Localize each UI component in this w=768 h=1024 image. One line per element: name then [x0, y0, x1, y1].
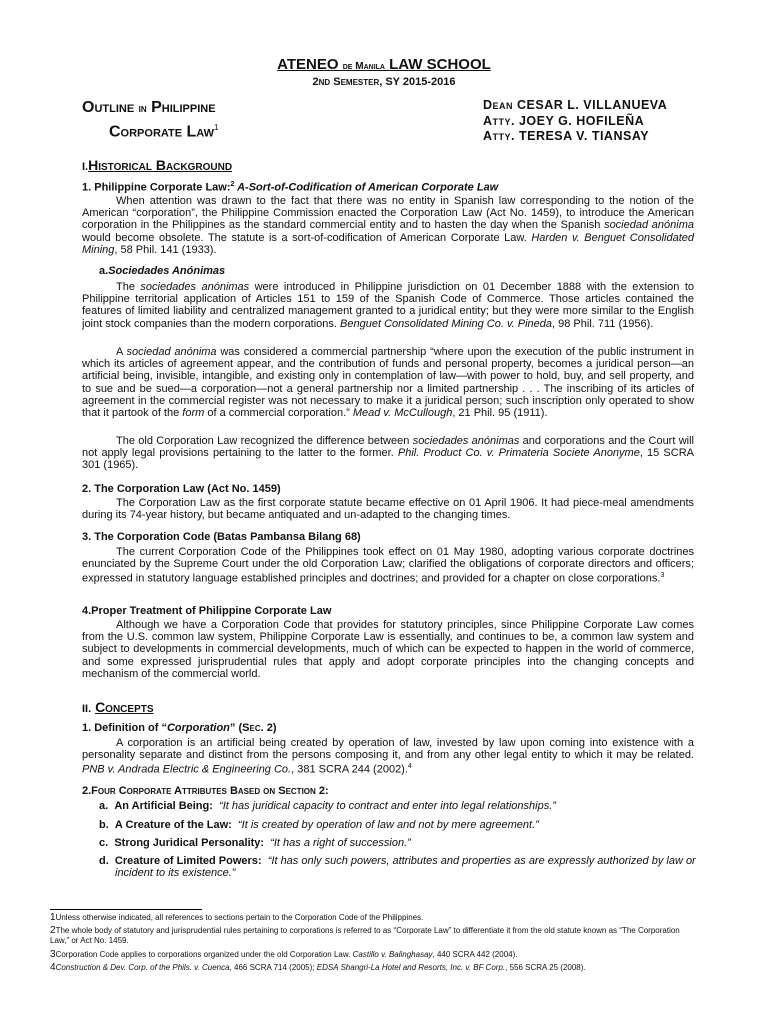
school-name: ATENEO de Manila LAW SCHOOL [277, 56, 491, 73]
section-2-heading: II. Concepts [82, 699, 154, 715]
attribute-a: a. An Artificial Being: “It has juridical capacity to contract and enter into legal relationships.” [99, 800, 556, 812]
author-1: Dean CESAR L. VILLANUEVA [483, 98, 668, 112]
doc-title-line2: Corporate Law$^1$ [109, 123, 219, 141]
paragraph-4: The old Corporation Law recognized the difference between sociedades anónimas and corporations and the Court will not apply legal provisions pertaining to the latter to the former. Phil. Product Co. v. Primateria Societe Anonyme, 15 SCRA 301 (1965). [82, 435, 694, 472]
semester: 2nd Semester, SY 2015-2016 [312, 76, 456, 88]
author-2: Atty. JOEY G. HOFILEÑA [483, 113, 645, 128]
footnote-4: 4Construction & Dev. Corp. of the Phils. v. Cuenca, 466 SCRA 714 (2005); EDSA Shangri-La Hotel and Resorts, Inc. v. BF Corp., 556 SCRA 25 (2008). [50, 962, 586, 973]
doc-title-line1: Outline in Philippine [82, 99, 216, 116]
heading-1-2: 2. The Corporation Law (Act No. 1459) [82, 483, 281, 495]
heading-1-3: 3. The Corporation Code (Batas Pambansa Bilang 68) [82, 531, 361, 543]
author-3: Atty. TERESA V. TIANSAY [483, 129, 650, 143]
subheading-a: a.Sociedades Anónimas [99, 265, 226, 277]
paragraph-2: The sociedades anónimas were introduced in Philippine jurisdiction on 01 December 1888 with the extension to Philippine territorial application of Articles 151 to 159 of the Spanish Code of Commerce. Those articles contained the features of limited liability and centralized management granted to a juridical entity; but they were more similar to the English joint stock companies than the modern corporations. Benguet Consolidated Mining Co. v. Pineda, 98 Phil. 711 (1956). [82, 281, 694, 330]
heading-1-1: 1. Philippine Corporate Law:$^2$ A-Sort-of-Codification of American Corporate Law [82, 181, 499, 194]
heading-1-4: 4.Proper Treatment of Philippine Corporate Law [82, 605, 332, 617]
paragraph-8: A corporation is an artificial being created by operation of law, invested by law upon coming into existence with a personality separate and distinct from the persons composing it, and from any other legal entity to which it may be related. PNB v. Andrada Electric & Engineering Co., 381 SCRA 244 (2002).$^4$ [82, 737, 694, 777]
footnote-3: 3Corporation Code applies to corporations organized under the old Corporation Law. Castillo v. Balinghasay, 440 SCRA 442 (2004). [50, 949, 518, 960]
heading-2-2: 2.Four Corporate Attributes Based on Section 2: [82, 785, 329, 797]
attribute-c: c. Strong Juridical Personality: “It has a right of succession.” [99, 837, 411, 849]
paragraph-7: Although we have a Corporation Code that provides for statutory principles, since Philippine Corporate Law comes from the U.S. common law system, Philippine Corporate Law is essentially, and continues to be, a common law system and subject to developments in commercial developments, much of which can be expected to happen in the world of commerce, and some expressed jurisprudential rules that apply and adopt corporate principles into the changing concepts and mechanism of the commercial world. [82, 619, 694, 680]
footnote-separator [50, 909, 202, 910]
footnote-1: 1Unless otherwise indicated, all references to sections pertain to the Corporation Code of the Philippines. [50, 912, 424, 923]
paragraph-3: A sociedad anónima was considered a commercial partnership “where upon the execution of the public instrument in which its articles of agreement appear, and the contribution of funds and personal property, becomes a juridical person—an artificial being, invisible, intangible, and existing only in contemplation of law—with power to hold, buy, and sell property, and to sue and be sued—a corporation—not a general partnership nor a limited partnership . . . The inscribing of its articles of agreement in the commercial register was not necessary to make it a juridical person; such inscription only operated to show that it partook of the form of a commercial corporation.” Mead v. McCullough, 21 Phil. 95 (1911). [82, 346, 694, 420]
authors [483, 98, 667, 145]
attribute-b: b. A Creature of the Law: “It is created by operation of law and not by mere agreement.” [99, 819, 539, 831]
heading-2-1: 1. Definition of “Corporation” (Sec. 2) [82, 722, 277, 734]
section-1-heading: I.Historical Background [82, 157, 233, 173]
paragraph-6: The current Corporation Code of the Philippines took effect on 01 May 1980, adopting various corporate doctrines enunciated by the Supreme Court under the old Corporation Law; clarified the obligations of corporate directors and officers; expressed in statutory language established principles and doctrines; and provided for a chapter on close corporations.$^3$ [82, 546, 694, 586]
paragraph-1: When attention was drawn to the fact that there was no entity in Spanish law corresponding to the notion of the American “corporation”, the Philippine Commission enacted the Corporation Law (Act No. 1459), to introduce the American corporation in the Philippines as the standard commercial entity and to hasten the day when the Spanish sociedad anónima would become obsolete. The statute is a sort-of-codification of American Corporate Law. Harden v. Benguet Consolidated Mining, 58 Phil. 141 (1933). [82, 195, 694, 256]
footnote-ref-1: 1 [214, 123, 219, 132]
attribute-d: d. Creature of Limited Powers: “It has only such powers, attributes and properties as are expressly authorized by law or incident to its existence.” [99, 855, 696, 880]
paragraph-5: The Corporation Law as the first corporate statute became effective on 01 April 1906. It had piece-meal amendments during its 74-year history, but became antiquated and un-adapted to the changing times. [82, 497, 694, 522]
footnote-2: 2The whole body of statutory and jurisprudential rules pertaining to corporations is referred to as “Corporate Law” to differentiate it from the old statute known as “The Corporation Law,” or Act No. 1459. [50, 925, 680, 945]
